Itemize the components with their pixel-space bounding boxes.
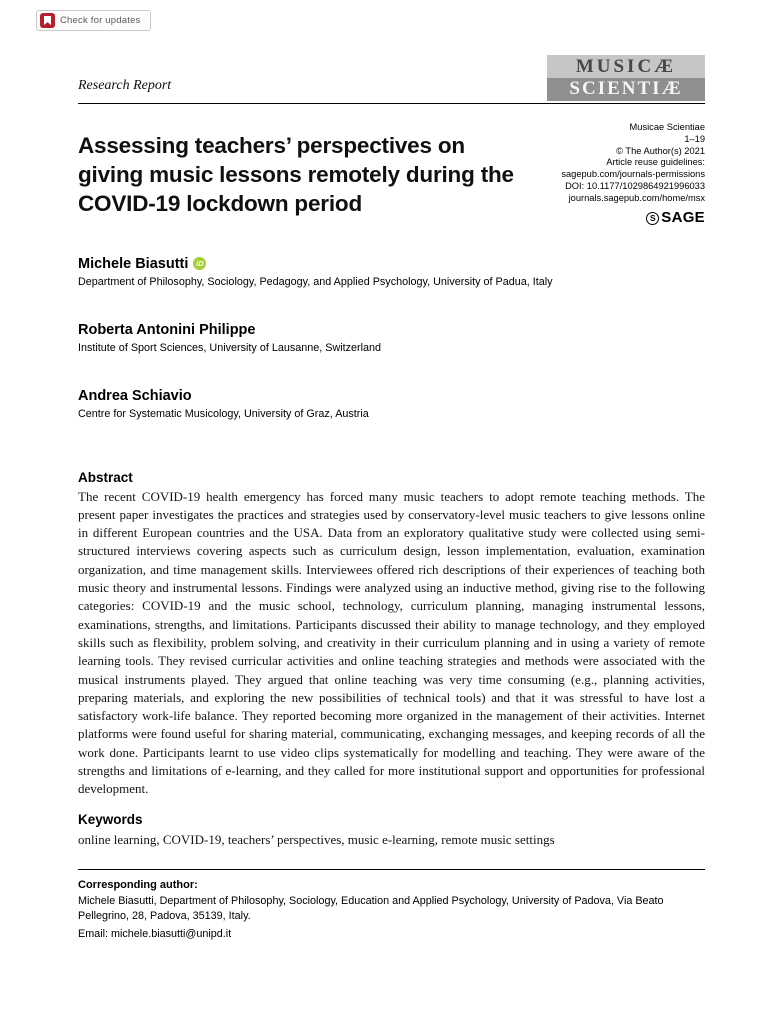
author-name-row <box>78 255 705 273</box>
keywords-section <box>78 812 705 849</box>
abstract-heading: Abstract <box>78 469 133 485</box>
header-rule <box>78 103 705 104</box>
section-label: Research Report <box>78 78 172 93</box>
orcid-icon[interactable]: iD <box>193 257 206 270</box>
title-section <box>78 122 705 225</box>
author-name: Roberta Antonini Philippe <box>78 321 256 338</box>
journal-logo-line1: MUSICÆ <box>547 55 705 78</box>
journal-meta <box>530 122 705 225</box>
author-name: Andrea Schiavio <box>78 387 192 404</box>
corresponding-author-text: Michele Biasutti, Department of Philosophy, Sociology, Education and Applied Psychology, University of Padova, Via Beato Pellegrino, 28, Padova, 35139, Italy. <box>78 894 664 922</box>
authors-section <box>78 255 705 420</box>
journal-logo <box>547 55 705 101</box>
abstract-text: The recent COVID-19 health emergency has forced many music teachers to adopt remote teaching methods. The present paper investigates the practices and strategies used by conservatory-level music teachers to give lessons online in different European countries and the USA. Data from an exploratory qualitative study were collected using semi-structured interviews covering aspects such as curriculum design, lesson implementation, evaluation, examination organization, and time management skills. Interviewees offered rich descriptions of their experiences of teaching both music theory and instrumental lessons. Findings were analyzed using an inductive method, giving rise to the following categories: COVID-19 and the music school, technology, curriculum planning, managing instrumental lessons, examinations, strengths, and limitations. Participants discussed their ability to manage technology, and they employed skills such as flexibility, problem solving, and creativity in their curriculum planning and in using a variety of remote learning tools. They revised curricular activities and online teaching strategies and methods were associated with the musical instruments played. They argued that online teaching was very time consuming (e.g., planning activities, preparing materials, and exploring the new possibilities of technical tools) and that it was stressful to have lost a satisfactory work-life balance. They reported becoming more organized in the management of their activities. Internet platforms were found useful for sharing material, communicating, exchanging messages, and keeping records of all the work done. Participants learnt to use video clips systematically for modelling and teaching. They were aware of the strengths and limitations of e-learning, and they called for more institutional support and opportunities for professional development. <box>78 488 705 797</box>
header <box>78 55 705 101</box>
author-block <box>78 255 705 288</box>
sage-logo <box>530 209 705 227</box>
meta-permissions-link[interactable]: sagepub.com/journals-permissions <box>561 169 705 180</box>
meta-pages: 1–19 <box>684 133 705 144</box>
author-affiliation: Institute of Sport Sciences, University of Lausanne, Switzerland <box>78 341 382 354</box>
check-for-updates-label: Check for updates <box>60 15 141 26</box>
email-label: Email: <box>78 927 111 940</box>
author-block <box>78 387 705 420</box>
check-for-updates-badge[interactable] <box>36 10 151 31</box>
corresponding-author-section <box>78 869 705 942</box>
author-name-row <box>78 321 705 339</box>
keywords-text: online learning, COVID-19, teachers’ perspectives, music e-learning, remote music settings <box>78 831 555 847</box>
author-block <box>78 321 705 354</box>
meta-homepage-link[interactable]: journals.sagepub.com/home/msx <box>568 192 705 203</box>
author-affiliation: Centre for Systematic Musicology, University of Graz, Austria <box>78 407 369 420</box>
abstract-section <box>78 470 705 799</box>
corresponding-author-email-line <box>78 927 705 942</box>
sage-logo-text: SAGE <box>661 209 705 227</box>
article-title: Assessing teachers’ perspectives on giving music lessons remotely during the COVID-19 lockdown period <box>78 133 514 216</box>
meta-copyright: © The Author(s) 2021 <box>616 145 705 156</box>
email-link[interactable]: michele.biasutti@unipd.it <box>111 927 232 940</box>
crossmark-icon <box>40 13 55 28</box>
journal-logo-line2: SCIENTIÆ <box>547 78 705 101</box>
meta-journal-name: Musicae Scientiae <box>629 122 705 132</box>
author-affiliation: Department of Philosophy, Sociology, Pedagogy, and Applied Psychology, University of Padua, Italy <box>78 275 553 288</box>
author-name: Michele Biasutti <box>78 255 189 272</box>
meta-reuse-guidelines-label: Article reuse guidelines: <box>606 157 705 168</box>
keywords-heading: Keywords <box>78 811 143 827</box>
author-name-row <box>78 387 705 405</box>
sage-s-icon: S <box>646 212 659 225</box>
meta-doi: DOI: 10.1177/1029864921996033 <box>565 180 705 191</box>
corresponding-author-heading: Corresponding author: <box>78 878 198 891</box>
